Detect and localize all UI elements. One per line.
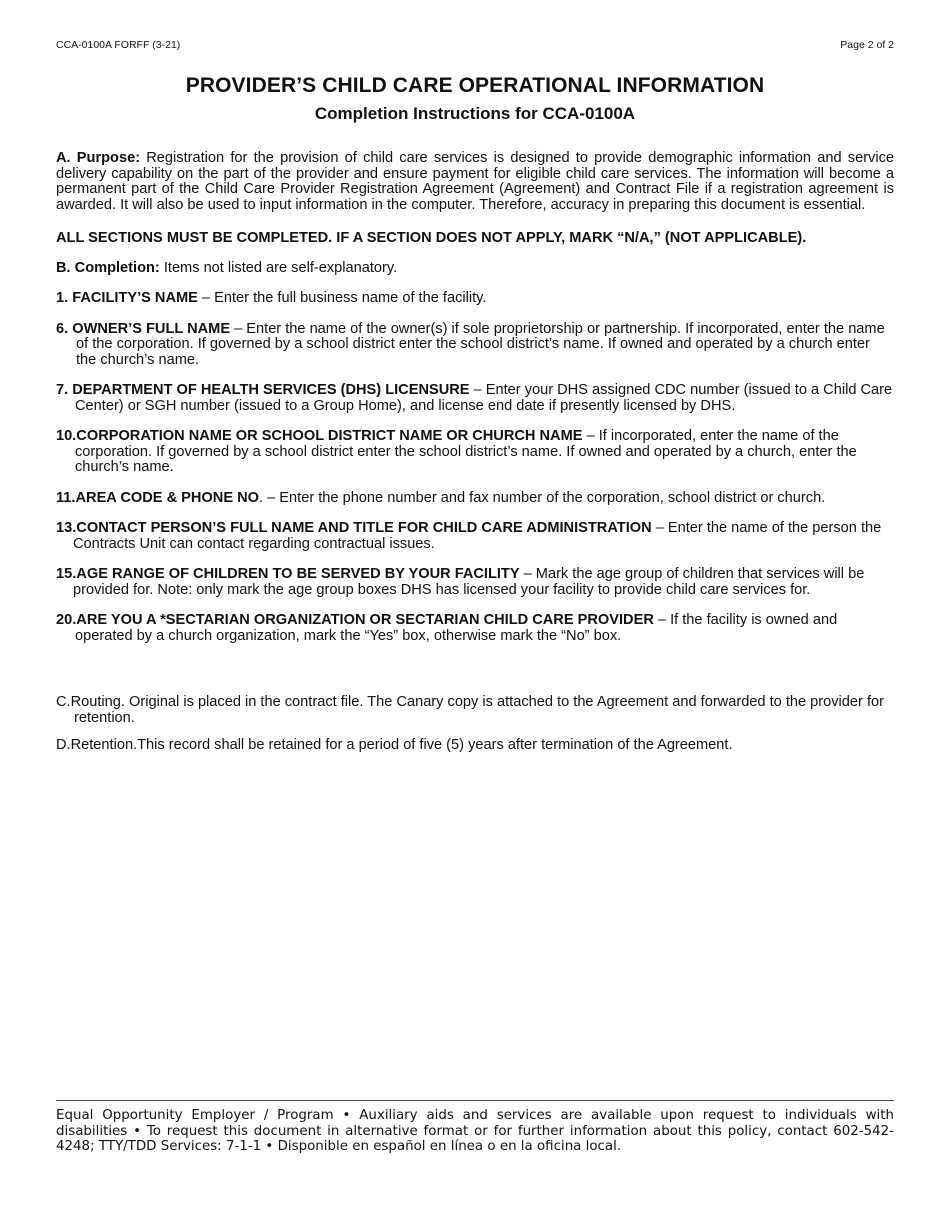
page-subtitle: Completion Instructions for CCA-0100A (314, 104, 636, 123)
retention-paragraph: D.Retention.This record shall be retained for a period of five (5) years after termination of the Agreement. (56, 737, 733, 753)
instruction-item (56, 613, 894, 644)
form-code: CCA-0100A FORFF (3-21) (56, 39, 181, 51)
item-heading: AREA CODE & PHONE NO (75, 489, 260, 506)
all-sections-notice: ALL SECTIONS MUST BE COMPLETED. IF A SECTION DOES NOT APPLY, MARK “N/A,” (NOT APPLICABLE). (56, 230, 807, 246)
instruction-item (56, 291, 894, 307)
item-number: 6. (56, 320, 73, 337)
instructions-body (56, 151, 894, 754)
item-heading: CORPORATION NAME OR SCHOOL DISTRICT NAME OR CHURCH NAME (76, 428, 583, 444)
item-text: – Enter the name of the owner(s) if sole proprietorship or partnership. If incorporated, enter the name of the corporation. If governed by a school district enter the school district’s name. If owned and operated by a church enter the church’s name. (76, 320, 885, 368)
item-text: – If the facility is owned and operated by a church organization, mark the “Yes” box, otherwise mark the “No” box. (75, 612, 838, 644)
completion-paragraph (56, 261, 894, 277)
instruction-item (56, 383, 894, 414)
instruction-item (56, 322, 894, 369)
item-text: – Enter the name of the person the Contracts Unit can contact regarding contractual issues. (73, 520, 882, 552)
routing-paragraph: C.Routing. Original is placed in the contract file. The Canary copy is attached to the Agreement and forwarded to the provider for retention. (56, 694, 884, 726)
footer-notice: Equal Opportunity Employer / Program • Auxiliary aids and services are available upon request to individuals with disabilities • To request this document in alternative format or for further information about this policy, contact 602-542-4248; TTY/TDD Services: 7-1-1 • Disponible en español en línea o en la oficina local. (56, 1108, 894, 1155)
item-heading: AGE RANGE OF CHILDREN TO BE SERVED BY YOUR FACILITY (76, 566, 520, 582)
item-number: 15. (56, 566, 77, 582)
instruction-item (56, 429, 894, 476)
footer-divider (56, 1100, 894, 1101)
purpose-paragraph (56, 151, 894, 213)
item-number: 20. (56, 612, 77, 628)
item-text: – Mark the age group of children that services will be provided for. Note: only mark the age group boxes DHS has licensed your facility to provide child care services for. (73, 566, 865, 598)
completion-label: B. Completion: (56, 259, 160, 276)
item-heading: OWNER’S FULL NAME (72, 320, 231, 337)
purpose-label: A. Purpose: (56, 150, 141, 166)
item-number: 7. (56, 382, 73, 398)
item-heading: FACILITY’S NAME (72, 290, 198, 306)
item-text: – Enter the full business name of the facility. (197, 290, 487, 306)
item-text: – Enter your DHS assigned CDC number (issued to a Child Care Center) or SGH number (issued to a Group Home), and license end date if presently licensed by DHS. (75, 382, 893, 414)
item-text: – If incorporated, enter the name of the corporation. If governed by a school district enter the school district’s name. If owned and operated by a church, enter the church’s name. (75, 428, 857, 475)
page-number: Page 2 of 2 (840, 39, 894, 51)
item-number: 10. (56, 428, 77, 444)
item-number: 13. (56, 520, 77, 536)
item-text: . – Enter the phone number and fax number of the corporation, school district or church. (259, 489, 826, 506)
item-heading: DEPARTMENT OF HEALTH SERVICES (DHS) LICENSURE (72, 382, 470, 398)
instruction-item (56, 567, 894, 598)
page-title: PROVIDER’S CHILD CARE OPERATIONAL INFORMATION (185, 74, 765, 97)
instruction-item (56, 491, 894, 507)
completion-text: Items not listed are self-explanatory. (159, 259, 398, 276)
item-heading: CONTACT PERSON’S FULL NAME AND TITLE FOR CHILD CARE ADMINISTRATION (76, 520, 652, 536)
instruction-item (56, 521, 894, 552)
item-heading: ARE YOU A *SECTARIAN ORGANIZATION OR SECTARIAN CHILD CARE PROVIDER (76, 612, 654, 628)
item-number: 1. (56, 290, 73, 306)
item-number: 11. (56, 489, 76, 506)
purpose-text: Registration for the provision of child care services is designed to provide demographic information and service delivery capability on the part of the provider and ensure payment for eligible child care services. The information will become a permanent part of the Child Care Provider Registration Agreement (Agreement) and Contract File if a registration agreement is awarded. It will also be used to input information in the computer. Therefore, accuracy in preparing this document is essential. (56, 150, 895, 213)
